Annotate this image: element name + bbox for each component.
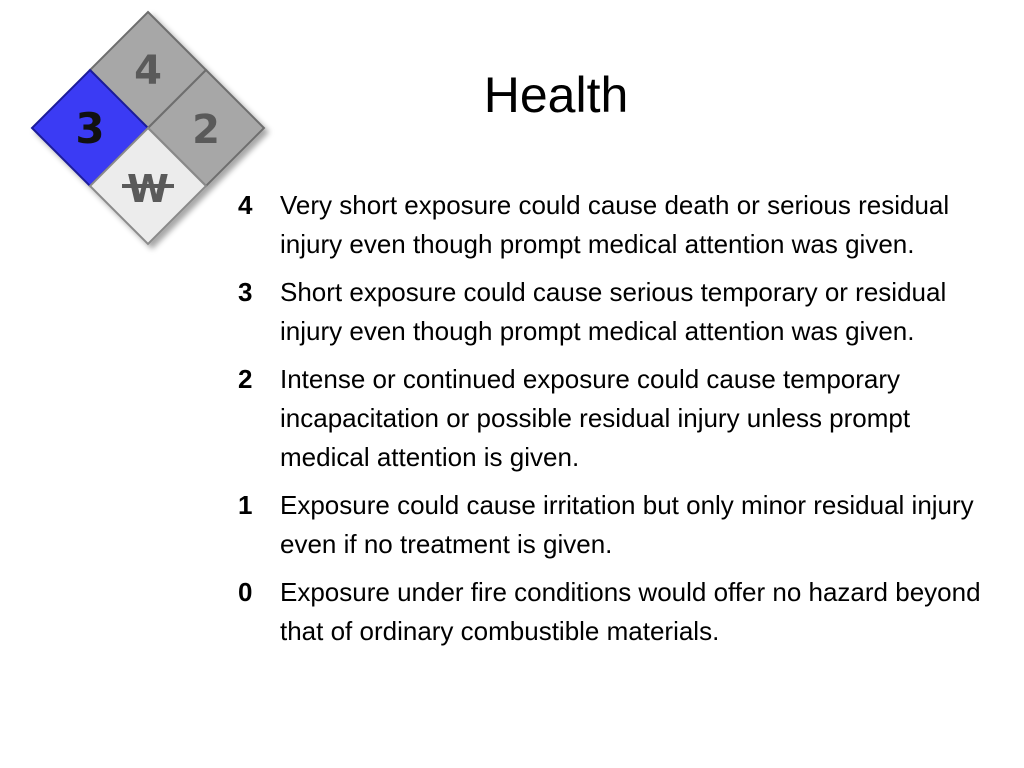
- rating-level: 1: [238, 490, 253, 520]
- rating-item-4: [238, 186, 1006, 264]
- diamond-bottom-value: W: [127, 167, 169, 211]
- rating-level: 3: [238, 277, 253, 307]
- diamond-left-value: 3: [75, 104, 105, 153]
- diamond-top-value: 4: [134, 48, 162, 94]
- rating-level: 0: [238, 577, 253, 607]
- rating-description: Exposure under fire conditions would offer no hazard beyond that of ordinary combustible materials.: [280, 577, 981, 646]
- rating-description: Very short exposure could cause death or serious residual injury even though prompt medical attention was given.: [280, 190, 950, 259]
- rating-description: Exposure could cause irritation but only minor residual injury even if no treatment is given.: [280, 490, 974, 559]
- rating-level: 2: [238, 364, 253, 394]
- diamond-right-value: 2: [192, 107, 220, 153]
- rating-item-1: [238, 486, 1006, 564]
- rating-description: Short exposure could cause serious temporary or residual injury even though prompt medical attention was given.: [280, 277, 947, 346]
- rating-description: Intense or continued exposure could cause temporary incapacitation or possible residual injury unless prompt medical attention is given.: [280, 364, 911, 472]
- rating-level: 4: [238, 190, 253, 220]
- rating-item-3: [238, 273, 1006, 351]
- rating-item-0: [238, 573, 1006, 651]
- slide-title: Health: [483, 67, 629, 123]
- rating-item-2: [238, 360, 1006, 477]
- health-rating-list: [238, 186, 1006, 660]
